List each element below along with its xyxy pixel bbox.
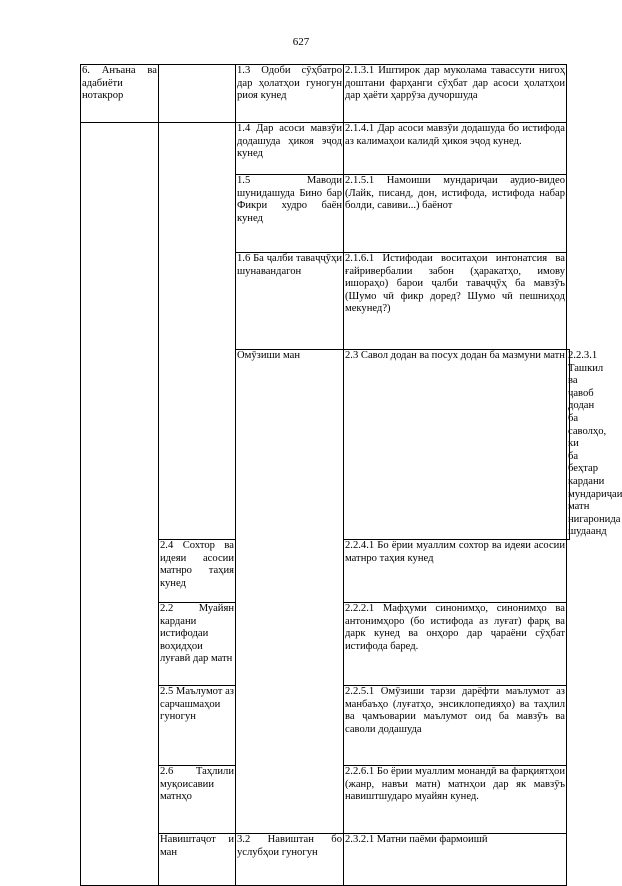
outcome-text: 2.2.2.1 Мафҳуми синонимҳо, синонимҳо ва антонимҳоро (бо истифода аз луғат) фарқ ва дарк кунед ва онҳоро дар ҷараёни сӯҳбат истифода баред. [345, 602, 565, 652]
block-cell [159, 65, 236, 123]
section-title-cell [81, 65, 159, 123]
block-title: Омӯзиши ман [237, 350, 300, 361]
outcome-cell [344, 685, 567, 765]
page-number: 627 [292, 36, 310, 48]
section-title: 6. Анъана ва адабиёти нотакрор [82, 65, 157, 102]
table-row [81, 123, 570, 175]
objective-text: 2.2 Муайян кардани истифодаи воҳидҳои луғавӣ дар матн [160, 602, 234, 665]
table-row [81, 65, 570, 123]
objective-text: 3.2 Навиштан бо услубҳои гуногун [237, 833, 342, 858]
outcome-text: 2.2.6.1 Бо ёрии муаллим монандӣ ва фарқиятҳои (жанр, навъи матн) матнҳои дар як мавзӯъ навиштшударо муайян кунед. [345, 765, 565, 803]
block-cell [236, 350, 344, 834]
objective-text: 2.3 Савол додан ва посух додан ба мазмуни матн [345, 350, 565, 361]
outcome-text: 2.2.4.1 Бо ёрии муаллим сохтор ва идеяи асосии матнро таҳия кунед [345, 539, 565, 564]
outcome-text: 2.1.4.1 Дар асоси мавзӯи додашуда бо истифода аз калимаҳои калидӣ ҳикоя эҷод кунед. [345, 123, 565, 147]
objective-cell [159, 685, 236, 765]
outcome-cell [567, 350, 622, 540]
outcome-text: 2.1.3.1 Иштирок дар муколама тавассути нигоҳ доштани фарҳанги сӯҳбат дар асоси ҳолатҳои дар ҳаёти ҳаррӯза дучоршуда [345, 65, 565, 102]
objective-cell [236, 253, 344, 350]
block-cell-span [159, 123, 236, 540]
objective-cell [159, 539, 236, 602]
outcome-cell [344, 833, 567, 885]
outcome-cell [344, 65, 567, 123]
objective-cell [236, 65, 344, 123]
objective-cell [236, 833, 344, 885]
curriculum-table [80, 64, 622, 886]
objective-text: 2.4 Сохтор ва идеяи асосии матнро таҳия кунед [160, 539, 234, 589]
outcome-text: 2.2.5.1 Омӯзиши тарзи дарёфти маълумот аз манбаъҳо (луғатҳо, энсиклопедияҳо) ва таҳлил ва ҷамъоварии маълумот оид ба мавзӯъ ва саволи додашуда [345, 685, 565, 735]
outcome-text: 2.2.3.1 Ташкил ва ҷавоб додан ба саволҳо, ки ба беҳтар кардани мундариҷаи матн нигаронида шудаанд [568, 350, 622, 538]
outcome-cell [344, 123, 567, 175]
outcome-text: 2.1.5.1 Намоиши мундариҷаи аудио-видео (Лайк, писанд, дон, истифода, истифода набар болди, савиви...) баёнот [345, 175, 565, 212]
outcome-cell [344, 765, 567, 833]
block-title: Навиштаҷот и ман [160, 833, 234, 858]
outcome-text: 2.1.6.1 Истифодаи воситаҳои интонатсия ва ғайривербалии забон (ҳаракатҳо, имову ишораҳо) барои ҷалби таваҷҷӯҳ ба мавзӯъ (Шумо чӣ фикр доред? Шумо чӣ пешниҳод мекунед?) [345, 253, 565, 315]
block-cell [159, 833, 236, 885]
objective-text: 2.6 Таҳлили муқоисавии матнҳо [160, 765, 234, 803]
objective-text: 1.6 Ба ҷалби таваҷҷӯҳи шунавандагон [237, 253, 342, 277]
objective-cell [236, 123, 344, 175]
outcome-cell [344, 539, 567, 602]
objective-cell [159, 602, 236, 685]
objective-cell [159, 765, 236, 833]
objective-text: 1.3 Одоби сӯҳбатро дар ҳолатҳои гуногун риоя кунед [237, 65, 342, 102]
objective-cell [344, 350, 567, 540]
objective-text: 2.5 Маълумот аз сарчашмаҳои гуногун [160, 685, 234, 723]
outcome-cell [344, 175, 567, 253]
outcome-cell [344, 602, 567, 685]
outcome-text: 2.3.2.1 Матни паёми фармоишӣ [345, 833, 488, 845]
section-title-cell-span [81, 123, 159, 886]
outcome-cell [344, 253, 567, 350]
objective-cell [236, 175, 344, 253]
objective-text: 1.5 Маводи шунидашуда Бино бар Фикри худро баён кунед [237, 175, 342, 224]
objective-text: 1.4 Дар асоси мавзӯи додашуда ҳикоя эҷод кунед [237, 123, 342, 160]
